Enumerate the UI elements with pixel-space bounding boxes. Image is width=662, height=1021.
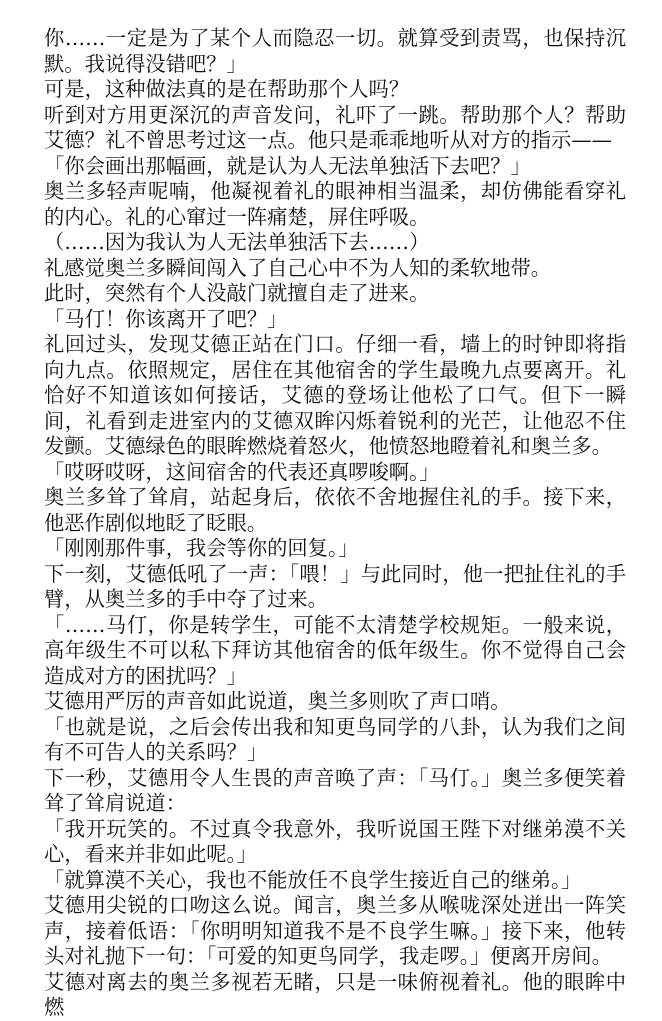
paragraph-5: 奥兰多轻声呢喃，他凝视着礼的眼神相当温柔，却仿佛能看穿礼的内心。礼的心窜过一阵痛楚，屏住呼吸。 (44, 179, 626, 229)
paragraph-16: 艾德用严厉的声音如此说道，奥兰多则吹了声口哨。 (44, 689, 511, 713)
paragraph-12: 奥兰多耸了耸肩，站起身后，依依不舍地握住礼的手。接下来，他恶作剧似地眨了眨眼。 (44, 485, 626, 535)
paragraph-15: 「……马仃，你是转学生，可能不太清楚学校规矩。一般来说，高年级生不可以私下拜访其他宿舍的低年级生。你不觉得自己会造成对方的困扰吗？」 (44, 612, 626, 688)
paragraph-10: 礼回过头，发现艾德正站在门口。仔细一看，墙上的时钟即将指向九点。依照规定，居住在其他宿舍的学生最晚九点要离开。礼恰好不知道该如何接话，艾德的登场让他松了口气。但下一瞬间，礼看到走进室内的艾德双眸闪烁着锐利的光芒，让他忍不住发颤。艾德绿色的眼眸燃烧着怒火，他愤怒地瞪着礼和奥兰多。 (44, 332, 626, 458)
paragraph-20: 「就算漠不关心，我也不能放任不良学生接近自己的继弟。」 (44, 867, 582, 892)
paragraph-18: 下一秒，艾德用令人生畏的声音唤了声：「马仃。」奥兰多便笑着耸了耸肩说道： (44, 765, 626, 815)
paragraph-17: 「也就是说，之后会传出我和知更鸟同学的八卦，认为我们之间有不可告人的关系吗？」 (44, 714, 626, 764)
paragraph-3: 听到对方用更深沉的声音发问，礼吓了一跳。帮助那个人？帮助艾德？礼不曾思考过这一点。他只是乖乖地听从对方的指示—— (44, 102, 626, 152)
paragraph-4: 「你会画出那幅画，就是认为人无法单独活下去吧？」 (44, 153, 531, 178)
paragraph-14: 下一刻，艾德低吼了一声：「喂！」与此同时，他一把扯住礼的手臂，从奥兰多的手中夺了过来。 (44, 561, 626, 611)
paragraph-7: 礼感觉奥兰多瞬间闯入了自己心中不为人知的柔软地带。 (44, 255, 552, 280)
paragraph-13: 「刚刚那件事，我会等你的回复。」 (44, 536, 359, 560)
paragraph-1: 你……一定是为了某个人而隐忍一切。就算受到责骂，也保持沉默。我说得没错吧？」 (44, 26, 626, 76)
paragraph-19: 「我开玩笑的。不过真令我意外，我听说国王陛下对继弟漠不关心，看来并非如此呢。」 (44, 816, 626, 866)
paragraph-9: 「马仃！你该离开了吧？」 (44, 306, 288, 331)
paragraph-22: 艾德对离去的奥兰多视若无睹，只是一味俯视着礼。他的眼眸中燃 (44, 969, 626, 1019)
paragraph-21: 艾德用尖锐的口吻这么说。闻言，奥兰多从喉咙深处迸出一阵笑声，接着低语：「你明明知道我不是不良学生嘛。」接下来，他转头对礼抛下一句：「可爱的知更鸟同学，我走啰。」便离开房间。 (44, 893, 626, 968)
paragraph-6: （……因为我认为人无法单独活下去……） (44, 230, 430, 254)
paragraph-8: 此时，突然有个人没敲门就擅自走了进来。 (44, 281, 430, 305)
document-body (44, 26, 626, 1021)
paragraph-2: 可是，这种做法真的是在帮助那个人吗？ (44, 77, 410, 101)
paragraph-11: 「哎呀哎呀，这间宿舍的代表还真啰唆啊。」 (44, 459, 440, 484)
